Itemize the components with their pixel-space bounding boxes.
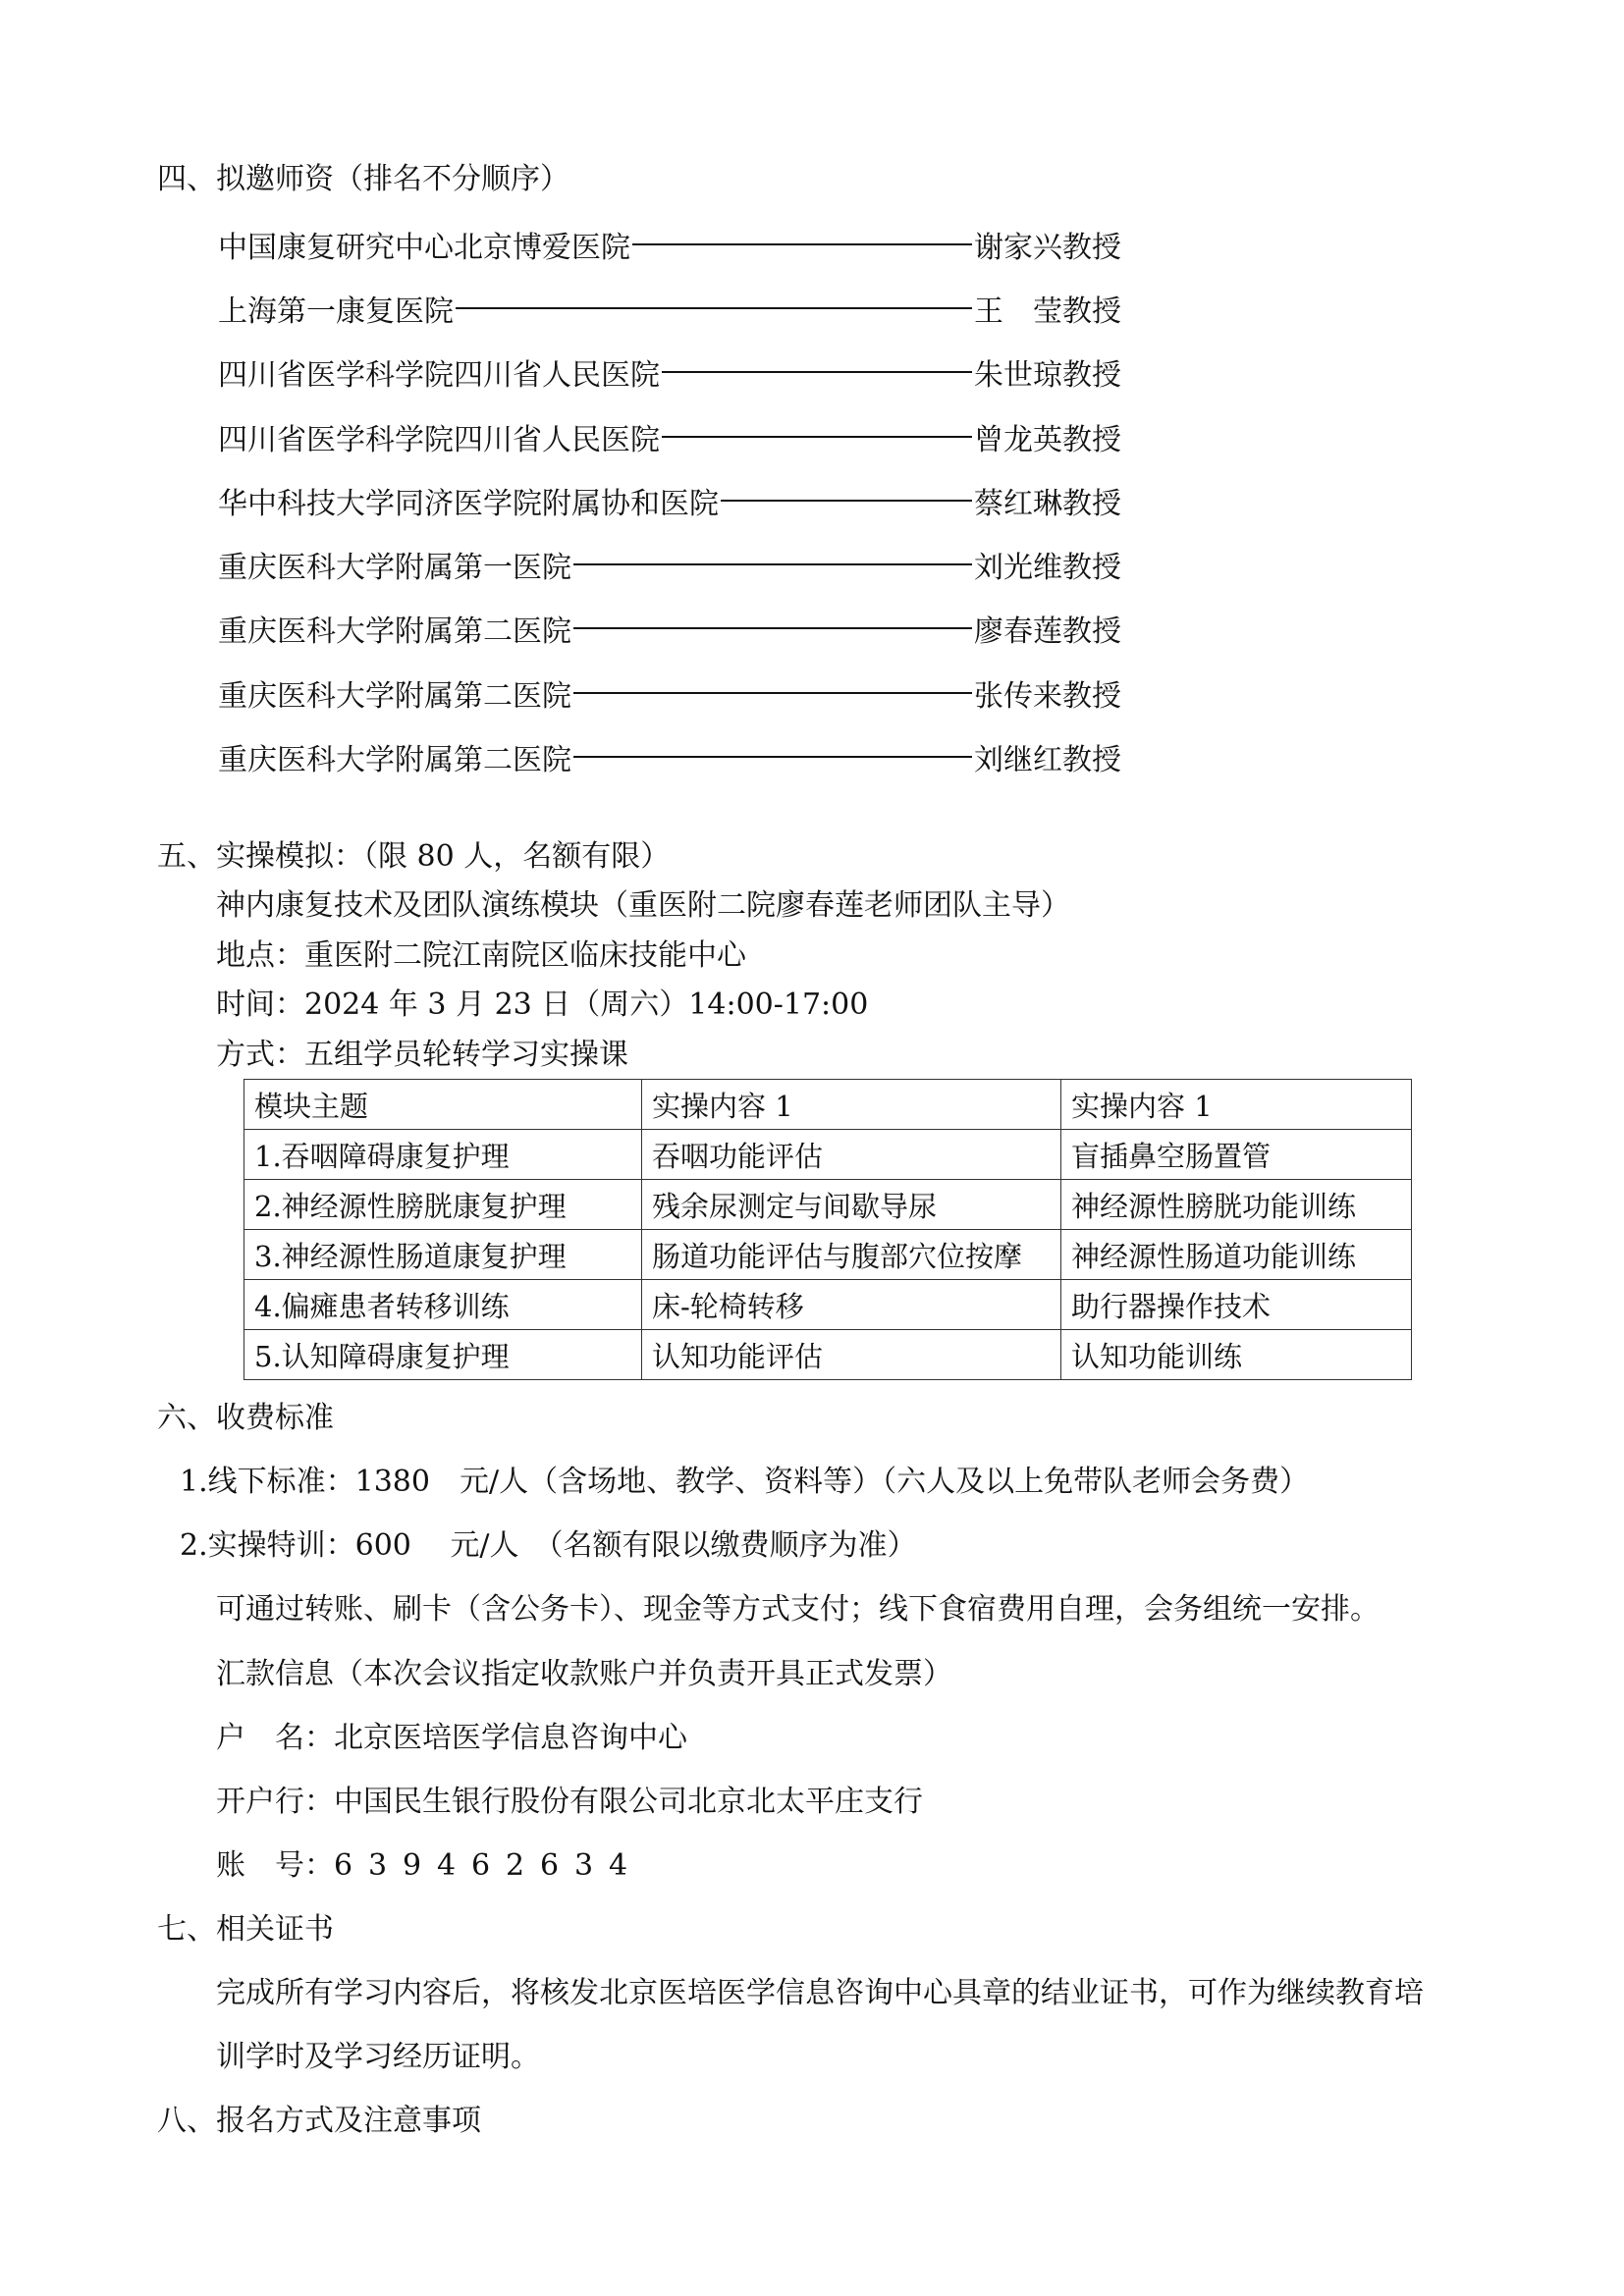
teacher-row [218, 352, 1131, 392]
account-digit: 9 [403, 1848, 422, 1883]
teacher-row [218, 673, 1131, 713]
teacher-institution: 上海第一康复医院 [218, 294, 454, 329]
account-digit: 2 [506, 1848, 525, 1883]
table-cell: 2.神经源性膀胱康复护理 [244, 1180, 642, 1230]
table-cell: 神经源性膀胱功能训练 [1061, 1180, 1412, 1230]
table-header-cell: 实操内容 1 [642, 1080, 1061, 1130]
table-row [244, 1180, 1412, 1230]
table-cell: 3.神经源性肠道康复护理 [244, 1230, 642, 1280]
fee-offline: 1.线下标准：1380 元/人（含场地、教学、资料等）（六人及以上免带队老师会务费） [180, 1465, 1310, 1499]
leader-line [573, 563, 972, 565]
teacher-name: 张传来教授 [974, 679, 1121, 714]
table-cell: 神经源性肠道功能训练 [1061, 1230, 1412, 1280]
table-cell: 1.吞咽障碍康复护理 [244, 1130, 642, 1180]
teacher-row [218, 225, 1131, 264]
account-digit: 4 [437, 1848, 457, 1883]
table-cell: 4.偏瘫患者转移训练 [244, 1280, 642, 1330]
table-cell: 床-轮椅转移 [642, 1280, 1061, 1330]
payment-methods: 可通过转账、刷卡（含公务卡）、现金等方式支付；线下食宿费用自理，会务组统一安排。 [216, 1592, 1380, 1627]
module-description: 神内康复技术及团队演练模块（重医附二院廖春莲老师团队主导） [216, 888, 1070, 923]
teacher-institution: 华中科技大学同济医学院附属协和医院 [218, 487, 719, 521]
account-digit: 6 [334, 1848, 353, 1883]
table-header-cell: 模块主题 [244, 1080, 642, 1130]
table-cell: 吞咽功能评估 [642, 1130, 1061, 1180]
leader-line [662, 371, 972, 373]
table-cell: 认知功能训练 [1061, 1330, 1412, 1380]
section-7-heading: 七、相关证书 [157, 1912, 334, 1947]
account-digit: 6 [471, 1848, 491, 1883]
section-5-heading: 五、实操模拟：（限 80 人，名额有限） [157, 839, 671, 874]
account-name: 户 名：北京医培医学信息咨询中心 [216, 1721, 687, 1755]
certificate-text-1: 完成所有学习内容后，将核发北京医培医学信息咨询中心具章的结业证书，可作为继续教育培 [216, 1976, 1424, 2010]
leader-line [632, 243, 972, 245]
teacher-row [218, 481, 1131, 520]
teacher-name: 刘继红教授 [974, 743, 1121, 777]
practice-table [244, 1079, 1412, 1380]
teacher-name: 蔡红琳教授 [974, 487, 1121, 521]
account-digit: 4 [609, 1848, 628, 1883]
leader-line [662, 436, 972, 438]
teacher-institution: 重庆医科大学附属第二医院 [218, 614, 571, 649]
table-header-row [244, 1080, 1412, 1130]
account-digit: 6 [540, 1848, 560, 1883]
teacher-name: 曾龙英教授 [974, 423, 1121, 457]
time-text: 时间：2024 年 3 月 23 日（周六）14:00-17:00 [216, 988, 869, 1022]
account-digit: 3 [368, 1848, 388, 1883]
certificate-text-2: 训学时及学习经历证明。 [216, 2040, 540, 2074]
table-cell: 肠道功能评估与腹部穴位按摩 [642, 1230, 1061, 1280]
teacher-institution: 重庆医科大学附属第一医院 [218, 551, 571, 585]
teacher-name: 刘光维教授 [974, 551, 1121, 585]
table-row [244, 1130, 1412, 1180]
leader-line [573, 756, 972, 758]
remit-info-heading: 汇款信息（本次会议指定收款账户并负责开具正式发票） [216, 1657, 952, 1691]
teacher-institution: 四川省医学科学院四川省人民医院 [218, 423, 660, 457]
table-cell: 残余尿测定与间歇导尿 [642, 1180, 1061, 1230]
teacher-row [218, 417, 1131, 456]
teacher-name: 廖春莲教授 [974, 614, 1121, 649]
section-8-heading: 八、报名方式及注意事项 [157, 2104, 481, 2138]
teacher-institution: 四川省医学科学院四川省人民医院 [218, 358, 660, 393]
table-row [244, 1280, 1412, 1330]
section-6-heading: 六、收费标准 [157, 1401, 334, 1435]
teacher-row [218, 737, 1131, 776]
leader-line [573, 692, 972, 694]
table-row [244, 1230, 1412, 1280]
teacher-institution: 中国康复研究中心北京博爱医院 [218, 231, 630, 265]
table-cell: 5.认知障碍康复护理 [244, 1330, 642, 1380]
method-text: 方式：五组学员轮转学习实操课 [216, 1038, 628, 1072]
account-digit: 3 [574, 1848, 594, 1883]
account-number [216, 1846, 643, 1886]
table-header-cell: 实操内容 1 [1061, 1080, 1412, 1130]
teacher-row [218, 609, 1131, 648]
fee-practice: 2.实操特训：600 元/人 （名额有限以缴费顺序为准） [180, 1528, 917, 1563]
leader-line [573, 627, 972, 629]
teacher-name: 王 莹教授 [974, 294, 1121, 329]
leader-line [721, 500, 972, 502]
table-cell: 盲插鼻空肠置管 [1061, 1130, 1412, 1180]
teacher-name: 谢家兴教授 [974, 231, 1121, 265]
table-cell: 认知功能评估 [642, 1330, 1061, 1380]
teacher-institution: 重庆医科大学附属第二医院 [218, 743, 571, 777]
teacher-row [218, 545, 1131, 584]
teacher-institution: 重庆医科大学附属第二医院 [218, 679, 571, 714]
bank-name: 开户行：中国民生银行股份有限公司北京北太平庄支行 [216, 1785, 923, 1819]
teacher-row [218, 289, 1131, 328]
leader-line [456, 307, 972, 309]
section-4-heading: 四、拟邀师资（排名不分顺序） [157, 162, 569, 196]
table-row [244, 1330, 1412, 1380]
place-text: 地点：重医附二院江南院区临床技能中心 [216, 938, 746, 973]
teacher-name: 朱世琼教授 [974, 358, 1121, 393]
account-number-label: 账 号： [216, 1848, 334, 1883]
table-cell: 助行器操作技术 [1061, 1280, 1412, 1330]
